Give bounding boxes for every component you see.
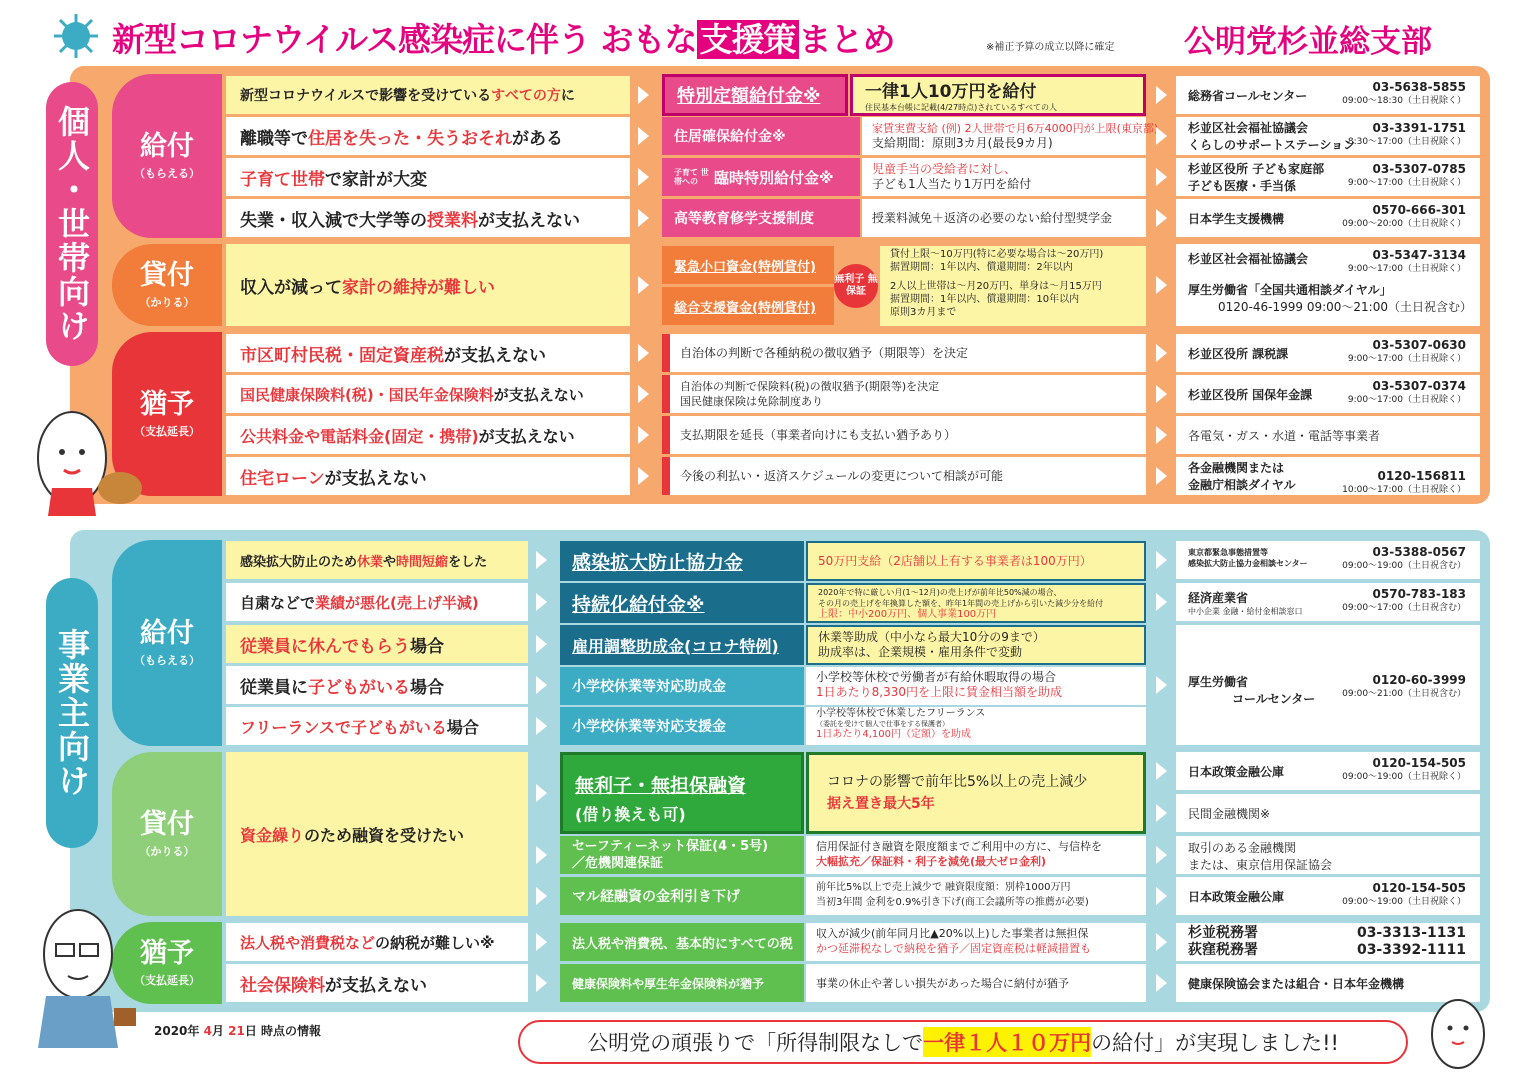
arrow-icon <box>638 86 649 104</box>
detail-cell: 収入が減少(前年同月比▲20%以上)した事業者は無担保 かつ延滞税なしで納税を猶予／固定資産税は軽減措置も <box>806 923 1146 961</box>
situation-row: 感染拡大防止のため 休業 や 時間短縮 をした <box>226 541 528 579</box>
detail-cell: 自治体の判断で保険料(税)の徴収猶予(期限等)を決定 国民健康保険は免除制度あり <box>662 375 1146 413</box>
arrow-icon <box>1156 933 1167 951</box>
arrow-icon <box>1156 426 1167 444</box>
detail-cell: 前年比5%以上で売上減少で 融資限度額：別枠1000万円 当初3年間 金利を0.9%引き下げ(商工会議所等の推薦が必要) <box>806 877 1146 915</box>
arrow-icon <box>536 784 547 802</box>
detail-cell: 50万円支給（2店舗以上有する事業者は100万円） <box>806 541 1146 581</box>
contact-cell: 日本学生支援機構 0570-666-301 09:00～20:00（土日祝除く） <box>1176 199 1480 237</box>
arrow-icon <box>638 209 649 227</box>
arrow-icon <box>1156 846 1167 864</box>
arrow-icon <box>1156 762 1167 780</box>
title-note: ※補正予算の成立以降に確定 <box>986 42 1115 53</box>
detail-cell: 自治体の判断で各種納税の徴収猶予（期限等）を決定 <box>662 334 1146 372</box>
situation-row: 離職等で 住居を失った・失うおそれ がある <box>226 117 630 155</box>
arrow-icon <box>536 676 547 694</box>
situation-row: 市区町村民税・固定資産税 が支払えない <box>226 334 630 372</box>
detail-cell: コロナの影響で前年比5%以上の売上減少 据え置き最大5年 <box>806 752 1146 834</box>
detail-cell: 小学校等休校で労働者が有給休暇取得の場合 1日あたり8,330円を上限に賃金相当額を助成 <box>806 667 1146 705</box>
arrow-icon <box>1156 551 1167 569</box>
contact-cell: 日本政策金融公庫 0120-154-505 09:00～19:00（土日祝除く） <box>1176 877 1480 915</box>
detail-cell: 家賃実費支給 (例) 2人世帯で月6万4000円が上限(東京都) 支給期間：原則3カ月(最長9カ月) <box>862 117 1146 155</box>
arrow-icon <box>536 974 547 992</box>
arrow-icon <box>1156 168 1167 186</box>
contact-cell: 各金融機関または 金融庁相談ダイヤル 0120-156811 10:00～17:00（土日祝除く） <box>1176 457 1480 495</box>
arrow-icon <box>536 846 547 864</box>
mascot-illustration <box>22 398 146 522</box>
contact-cell: 民間金融機関※ <box>1176 794 1480 832</box>
arrow-icon <box>1156 676 1167 694</box>
situation-row: 社会保険料 が支払えない <box>226 964 528 1002</box>
contact-cell: 取引のある金融機関 または、東京信用保証協会 <box>1176 836 1480 874</box>
situation-row: 従業員に 子どもがいる 場合 <box>226 666 528 704</box>
detail-cell: 一律1人10万円を給付 住民基本台帳に記載(4/27時点)されているすべての人 <box>850 74 1146 116</box>
measure-cell: 持続化給付金※ <box>560 583 804 623</box>
contact-cell: 杉並区役所 国保年金課 03-5307-0374 9:00～17:00（土日祝除く） <box>1176 375 1480 413</box>
page-title: 新型コロナウイルス感染症に伴う おもな支援策まとめ <box>112 20 895 59</box>
business-cat-kashitsuke: 貸付 （かりる） <box>112 752 222 916</box>
detail-cell: 貸付上限～10万円(特に必要な場合は～20万円) 据置期間：1年以内、償還期間：2年以内 2人以上世帯は～月20万円、単身は～月15万円 据置期間：1年以内、償還期間：10年以内 原則3カ月まで <box>880 246 1146 326</box>
interest-free-badge: 無利子 無保証 <box>834 264 878 308</box>
detail-cell: 支払期限を延長（事業者向けにも支払い猶予あり） <box>662 416 1146 454</box>
situation-row: 子育て世帯 で家計が大変 <box>226 158 630 196</box>
business-cat-kyufu: 給付 （もらえる） <box>112 540 222 746</box>
situation-row: 法人税や消費税など の納税が難しい※ <box>226 923 528 961</box>
arrow-icon <box>638 426 649 444</box>
situation-row: 自粛などで 業績が悪化(売上げ半減) <box>226 583 528 621</box>
arrow-icon <box>1156 974 1167 992</box>
contact-cell: 東京都緊急事態措置等 感染拡大防止協力金相談センター 03-5388-0567 09:00～19:00（土日祝含む） <box>1176 541 1480 579</box>
measure-cell: 感染拡大防止協力金 <box>560 541 804 581</box>
measure-cell: 高等教育修学支援制度 <box>662 199 860 237</box>
detail-cell: 授業料減免＋返済の必要のない給付型奨学金 <box>862 199 1146 237</box>
measure-cell: 雇用調整助成金(コロナ特例) <box>560 625 804 665</box>
contact-cell: 杉並税務署 荻窪税務署 03-3313-1131 03-3392-1111 <box>1176 923 1480 961</box>
arrow-icon <box>536 933 547 951</box>
detail-cell: 信用保証付き融資を限度額までご利用中の方に、与信枠を 大幅拡充／保証料・利子を減免(最大ゼロ金利) <box>806 836 1146 874</box>
measure-cell: 無利子・無担保融資 (借り換えも可) <box>560 752 804 834</box>
measure-cell: 緊急小口資金(特例貸付) <box>662 246 834 284</box>
personal-cat-kyufu: 給付 （もらえる） <box>112 74 222 238</box>
arrow-icon <box>1156 86 1167 104</box>
arrow-icon <box>1156 127 1167 145</box>
detail-cell: 2020年で特に厳しい月(1～12月)の売上げが前年比50%減の場合、 その月の売上げを年換算した額を、昨年1年間の売上げから引いた減少分を給付 上限：中小200万円、個人事業100万円 <box>806 583 1146 623</box>
arrow-icon <box>638 344 649 362</box>
arrow-icon <box>638 127 649 145</box>
contact-cell: 杉並区社会福祉協議会 03-5347-3134 9:00～17:00（土日祝除く） 厚生労働省「全国共通相談ダイヤル」 0120-46-1999 09:00～21:00（土日祝含む） <box>1176 244 1480 326</box>
situation-row: 国民健康保険料(税)・国民年金保険料 が支払えない <box>226 375 630 413</box>
measure-cell: 法人税や消費税、基本的にすべての税 <box>560 923 804 961</box>
arrow-icon <box>1156 804 1167 822</box>
situation-row: 公共料金や電話料金(固定・携帯) が支払えない <box>226 416 630 454</box>
personal-cat-yuyo: 猶予 （支払延長） <box>112 332 222 496</box>
situation-row: 収入が減って 家計の維持が難しい <box>226 244 630 326</box>
arrow-icon <box>1156 887 1167 905</box>
measure-cell: 子育て 世帯への 臨時特別給付金※ <box>662 158 860 196</box>
detail-cell: 今後の利払い・返済スケジュールの変更について相談が可能 <box>662 457 1146 495</box>
business-sidebar: 事業主向け <box>46 578 98 848</box>
detail-cell: 休業等助成（中小なら最大10分の9まで） 助成率は、企業規模・雇用条件で変動 <box>806 625 1146 665</box>
measure-cell: 住居確保給付金※ <box>662 117 860 155</box>
contact-cell: 杉並区役所 課税課 03-5307-0630 9:00～17:00（土日祝除く） <box>1176 334 1480 372</box>
arrow-icon <box>536 887 547 905</box>
situation-row: 資金繰り のため融資を受けたい <box>226 752 528 916</box>
contact-cell: 厚生労働省 コールセンター 0120-60-3999 09:00～21:00（土日祝含む） <box>1176 625 1480 745</box>
virus-icon <box>52 12 100 60</box>
measure-cell: セーフティーネット保証(4・5号) ／危機関連保証 <box>560 836 804 874</box>
measure-cell: 小学校休業等対応支援金 <box>560 707 804 745</box>
title-highlight: 支援策 <box>697 20 799 59</box>
personal-cat-kashitsuke: 貸付 （かりる） <box>112 244 222 326</box>
contact-cell: 健康保険協会または組合・日本年金機構 <box>1176 964 1480 1002</box>
measure-cell: 健康保険料や厚生年金保険料が猶予 <box>560 964 804 1002</box>
situation-row: 住宅ローン が支払えない <box>226 457 630 495</box>
arrow-icon <box>536 593 547 611</box>
contact-cell: 経済産業省 中小企業 金融・給付金相談窓口 0570-783-183 09:00～17:00（土日祝含む） <box>1176 583 1480 621</box>
contact-cell: 杉並区役所 子ども家庭部 子ども医療・手当係 03-5307-0785 9:00～17:00（土日祝除く） <box>1176 158 1480 196</box>
detail-cell: 児童手当の受給者に対し、 子ども1人当たり1万円を給付 <box>862 158 1146 196</box>
contact-cell: 各電気・ガス・水道・電話等事業者 <box>1176 416 1480 454</box>
mascot-illustration <box>22 900 142 1050</box>
organization-name: 公明党杉並総支部 <box>1184 24 1432 60</box>
arrow-icon <box>638 276 649 294</box>
mascot-illustration <box>1428 996 1488 1072</box>
arrow-icon <box>638 467 649 485</box>
measure-cell: 特別定額給付金※ <box>662 74 848 116</box>
business-cat-yuyo: 猶予 （支払延長） <box>112 922 222 1004</box>
situation-row: 新型コロナウイルスで影響を受けている すべての方 に <box>226 76 630 114</box>
personal-sidebar: 個人・世帯向け <box>46 82 98 366</box>
arrow-icon <box>1156 385 1167 403</box>
detail-cell: 小学校等休校で休業したフリーランス （委託を受けて個人で仕事をする保護者） 1日あたり4,100円（定額）を助成 <box>806 707 1146 745</box>
arrow-icon <box>536 551 547 569</box>
contact-cell: 杉並区社会福祉協議会 くらしのサポートステーション 03-3391-1751 8:30～17:00（土日祝除く） <box>1176 117 1480 155</box>
situation-row: 従業員に休んでもらう 場合 <box>226 625 528 663</box>
situation-row: フリーランスで子どもがいる 場合 <box>226 707 528 745</box>
message-highlight: 一律１人１０万円 <box>923 1027 1091 1057</box>
arrow-icon <box>638 385 649 403</box>
arrow-icon <box>536 635 547 653</box>
measure-cell: マル経融資の金利引き下げ <box>560 877 804 915</box>
arrow-icon <box>1156 276 1167 294</box>
measure-cell: 総合支援資金(特例貸付) <box>662 287 834 325</box>
arrow-icon <box>1156 209 1167 227</box>
arrow-icon <box>1156 344 1167 362</box>
info-date: 2020年 4月 21日 時点の情報 <box>154 1024 322 1038</box>
arrow-icon <box>638 168 649 186</box>
detail-cell: 事業の休止や著しい損失があった場合に納付が猶予 <box>806 964 1146 1002</box>
measure-cell: 小学校休業等対応助成金 <box>560 667 804 705</box>
message-banner: 公明党の頑張りで「所得制限なしで 一律１人１０万円 の給付」が実現しました!! <box>518 1020 1408 1064</box>
arrow-icon <box>536 717 547 735</box>
situation-row: 失業・収入減で大学等の 授業料 が支払えない <box>226 199 630 237</box>
contact-cell: 日本政策金融公庫 0120-154-505 09:00～19:00（土日祝除く） <box>1176 752 1480 790</box>
arrow-icon <box>1156 593 1167 611</box>
contact-cell: 総務省コールセンター 03-5638-5855 09:00～18:30（土日祝除く） <box>1176 76 1480 114</box>
arrow-icon <box>1156 467 1167 485</box>
